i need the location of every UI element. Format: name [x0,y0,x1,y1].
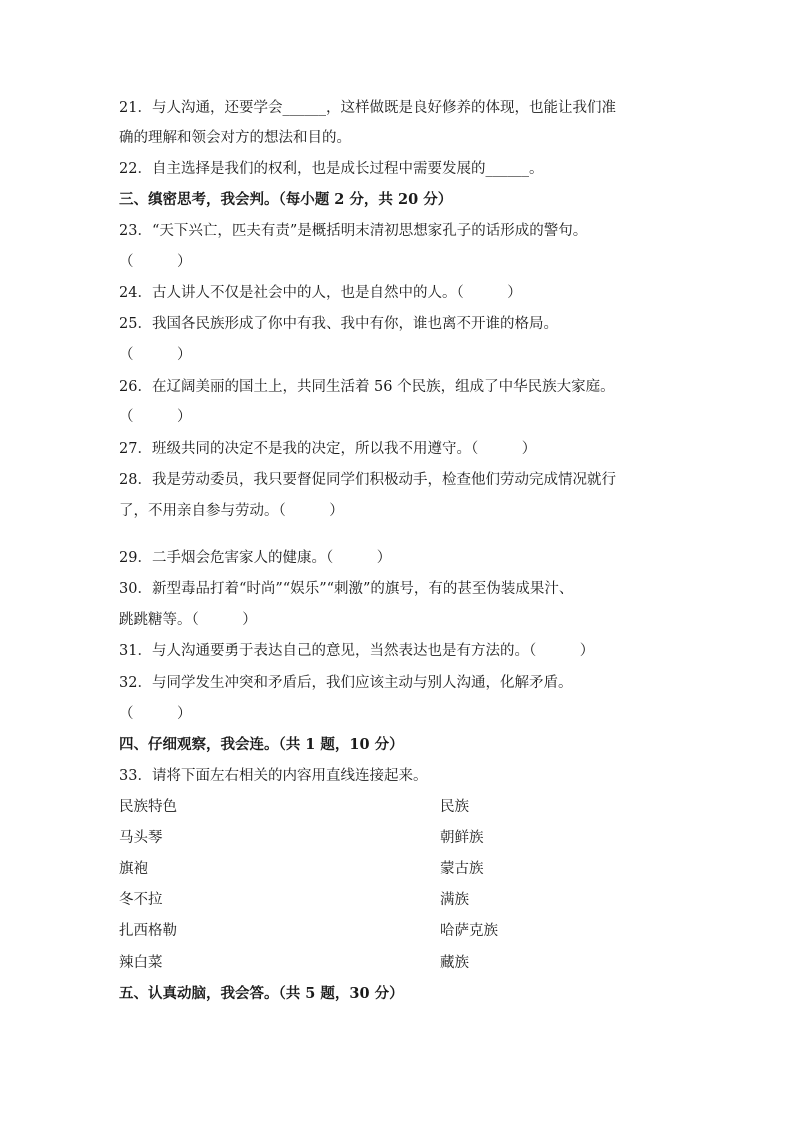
q28-line1: 28．我是劳动委员，我只要督促同学们积极动手，检查他们劳动完成情况就行 [119,472,616,488]
q28-line2: 了，不用亲自参与劳动。（ ） [119,503,344,519]
q22: 22．自主选择是我们的权利，也是成长过程中需要发展的______。 [119,161,544,177]
q23: 23．“天下兴亡，匹夫有责”是概括明末清初思想家孔子的话形成的警句。 [119,223,588,239]
section4-heading: 四、仔细观察，我会连。（共 1 题，10 分） [119,736,404,753]
match-left-item: 辣白菜 [119,955,163,971]
q31: 31．与人沟通要勇于表达自己的意见，当然表达也是有方法的。（ ） [119,643,595,659]
section5-heading: 五、认真动脑，我会答。（共 5 题，30 分） [119,985,404,1002]
q21-line1: 21．与人沟通，还要学会______，这样做既是良好修养的体现，也能让我们准 [119,100,616,116]
match-right-item: 朝鲜族 [440,830,484,846]
q33: 33．请将下面左右相关的内容用直线连接起来。 [119,768,428,784]
q21-line2: 确的理解和领会对方的想法和目的。 [119,130,351,146]
match-right-item: 蒙古族 [440,861,484,877]
match-left-item: 冬不拉 [119,892,163,908]
q32-bracket: （ ） [119,706,192,722]
match-row [119,891,469,909]
match-row [119,798,469,816]
q25: 25．我国各民族形成了你中有我、我中有你，谁也离不开谁的格局。 [119,316,558,332]
q23-bracket: （ ） [119,254,192,270]
q25-bracket: （ ） [119,347,192,363]
match-right-item: 藏族 [440,955,469,971]
q27: 27．班级共同的决定不是我的决定，所以我不用遵守。（ ） [119,441,537,457]
q26-bracket: （ ） [119,409,192,425]
match-left-item: 民族特色 [119,799,177,815]
q26: 26．在辽阔美丽的国土上，共同生活着 56 个民族，组成了中华民族大家庭。 [119,379,615,395]
match-left-item: 扎西格勒 [119,923,177,939]
match-right-item: 民族 [440,799,469,815]
match-left-item: 旗袍 [119,861,148,877]
q24: 24．古人讲人不仅是社会中的人，也是自然中的人。（ ） [119,285,522,301]
match-row [119,829,484,847]
match-right-item: 哈萨克族 [440,923,498,939]
match-row [119,860,484,878]
match-left-item: 马头琴 [119,830,163,846]
q29: 29．二手烟会危害家人的健康。（ ） [119,550,392,566]
match-right-item: 满族 [440,892,469,908]
q30-line2: 跳跳糖等。（ ） [119,612,257,628]
match-row [119,954,469,972]
section3-heading: 三、缜密思考，我会判。（每小题 2 分，共 20 分） [119,191,453,208]
match-row [119,922,498,940]
q32: 32．与同学发生冲突和矛盾后，我们应该主动与别人沟通，化解矛盾。 [119,675,573,691]
q30-line1: 30．新型毒品打着“时尚”“娱乐”“刺激”的旗号，有的甚至伪装成果汁、 [119,581,574,597]
